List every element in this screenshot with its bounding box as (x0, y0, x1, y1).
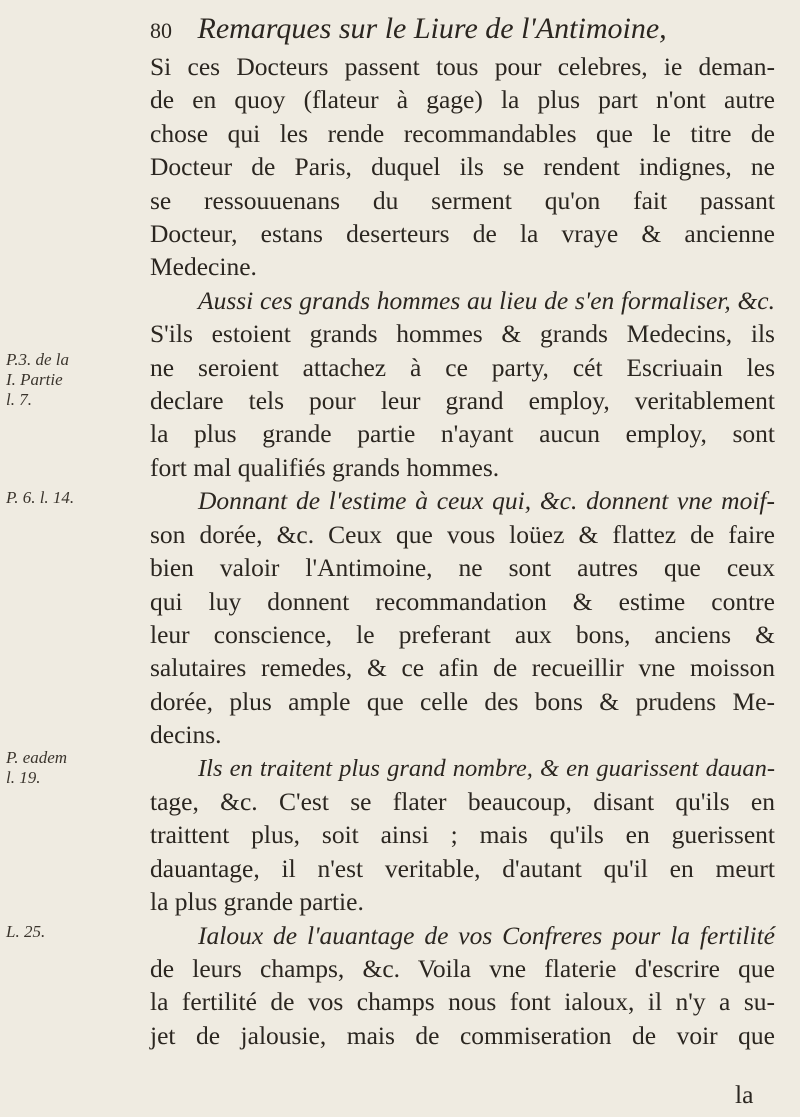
text-line: son dorée, &c. Ceux que vous loüez & flattez de faire (150, 519, 775, 549)
text-line: la plus grande partie. (150, 887, 364, 917)
margin-notes (0, 0, 150, 1117)
margin-note-line: P.3. de la (6, 350, 69, 369)
text-line: tage, &c. C'est se flater beaucoup, disant qu'ils en (150, 786, 775, 816)
margin-note-line: l. 7. (6, 390, 32, 409)
text-line: traittent plus, soit ainsi ; mais qu'ils en guerissent (150, 820, 775, 850)
text-line: Si ces Docteurs passent tous pour celebres, ie deman- (150, 52, 775, 81)
quoted-line: Donnant de l'estime à ceux qui, &c. donnent vne moif- (198, 486, 775, 516)
text-line: Medecine. (150, 252, 257, 282)
running-title: Remarques sur le Liure de l'Antimoine, (197, 12, 667, 45)
text-line: ne seroient attachez à ce party, cét Escriuain les (150, 352, 775, 382)
text-line: Docteur de Paris, duquel ils se rendent indignes, ne (150, 152, 775, 182)
text-line: salutaires remedes, & ce afin de recueillir vne moisson (150, 653, 775, 683)
margin-note (6, 488, 74, 508)
text-line: la fertilité de vos champs nous font ialoux, il n'y a su- (150, 987, 775, 1017)
text-line: leur conscience, le preferant aux bons, anciens & (150, 619, 775, 649)
margin-note-line: P. 6. l. 14. (6, 488, 75, 507)
page-number: 80 (150, 18, 172, 43)
text-line: qui luy donnent recommandation & estime contre (150, 586, 775, 616)
page-header (150, 12, 770, 52)
margin-note-line: L. 25. (6, 922, 46, 941)
text-line: dauantage, il n'est veritable, d'autant qu'il en meurt (150, 853, 775, 883)
quoted-line: Ils en traitent plus grand nombre, & en guarissent dauan- (198, 754, 775, 782)
text-line: Docteur, estans deserteurs de la vraye & ancienne (150, 219, 775, 249)
text-line: chose qui les rende recommandables que le titre de (150, 118, 775, 148)
page-body (150, 50, 775, 1052)
margin-note-line: I. Partie (6, 370, 63, 389)
margin-note-line: l. 19. (6, 768, 41, 787)
quoted-line: Ialoux de l'auantage de vos Confreres pour la fertilité (198, 920, 775, 950)
text-line: declare tels pour leur grand employ, veritablement (150, 386, 775, 416)
margin-note (6, 748, 67, 788)
text-line: la plus grande partie n'ayant aucun employ, sont (150, 419, 775, 449)
text-line: dorée, plus ample que celle des bons & prudens Me- (150, 686, 775, 716)
margin-note (6, 350, 69, 410)
text-line: se ressouuenans du serment qu'on fait passant (150, 185, 775, 215)
catchword: la (735, 1080, 754, 1109)
text-line: bien valoir l'Antimoine, ne sont autres que ceux (150, 553, 775, 583)
text-line: de en quoy (flateur à gage) la plus part n'ont autre (150, 85, 775, 115)
margin-note-line: P. eadem (6, 748, 68, 767)
text-line: jet de jalousie, mais de commiseration de voir que (150, 1020, 775, 1050)
quoted-line: Aussi ces grands hommes au lieu de s'en formaliser, &c. (198, 285, 775, 315)
margin-note (6, 922, 45, 942)
text-line: decins. (150, 720, 222, 750)
text-line: S'ils estoient grands hommes & grands Medecins, ils (150, 319, 775, 349)
text-line: de leurs champs, &c. Voila vne flaterie d'escrire que (150, 953, 775, 983)
text-line: fort mal qualifiés grands hommes. (150, 452, 500, 482)
